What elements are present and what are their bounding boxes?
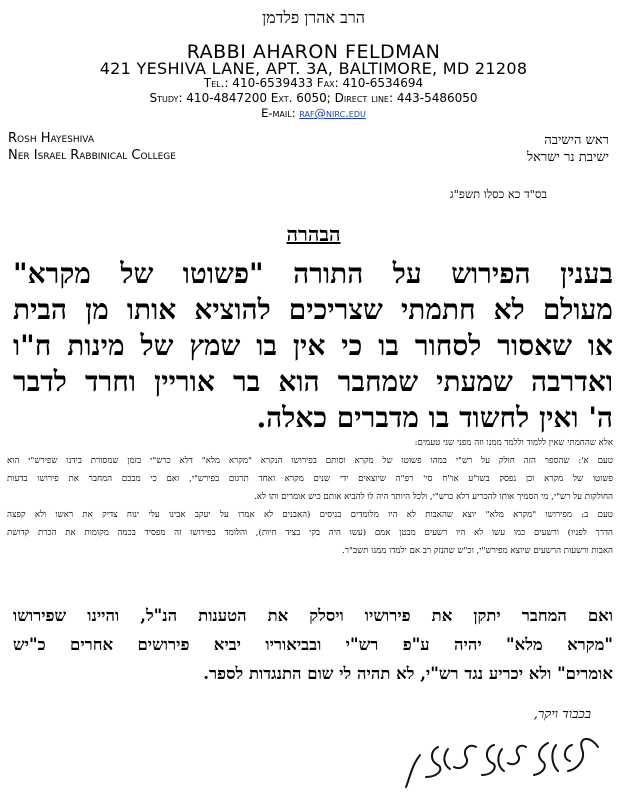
- letterhead-email: [0, 106, 627, 120]
- reason-line: פשוטו של מקרא וכן נפסק בשו"ע או"ח סי' רפ"ה שיוצאים ידי שנים מקרא ואחד תרגום בפירש"י, ואם כי מבכם המחבר את פירושו בדעות: [7, 474, 613, 484]
- email-link[interactable]: raf@nirc.edu: [299, 106, 366, 120]
- reason-line: טעם ב: מפירושו "מקרא מלא" יוצא שהאבות לא היו מלומדים בניסים (האבנים לא אמרו על יעקב אבינו עלי ינוח צדיק את ראשו ולא קפצה: [7, 510, 613, 520]
- reason-line: החולקות על רש"י, מי הסמיך אותו להכריע דלא כרש"י, ולכל היותר היה לו להביא אותם כיש אומרים ותו לא.: [254, 492, 613, 502]
- title-rosh-hayeshiva-hebrew: ראש הישיבה: [544, 133, 609, 148]
- closing-paragraph: [13, 601, 613, 688]
- reasons-paragraph: [7, 434, 613, 560]
- letterhead-study-phone: Study: 410-4847200 Ext. 6050; Direct line: 443-5486050: [149, 91, 478, 105]
- main-line: ואדרבה שמעתי שמחבר הוא בר אוריין וחרד לדבר: [13, 365, 613, 398]
- title-ner-israel: Ner Israel Rabbinical College: [8, 148, 176, 163]
- main-line: בענין הפירוש על התורה "פשוטו של מקרא": [13, 257, 613, 290]
- letterhead-english-name: RABBI AHARON FELDMAN: [186, 41, 441, 63]
- closing-line: ואם המחבר יתקן את פירושיו ויסלק את הטענות הנ"ל, והיינו שפירושו: [13, 606, 613, 625]
- reason-line: האבות ורשעות הרשעים שיוצא מפירש"י, וכ"ש שהנזק רב אם ילמדו ממנו תשב"ר.: [342, 546, 613, 556]
- reason-line: אלא שהחמתי שאין ללמוד וללמד ממנו וזה מפני שני טעמים:: [414, 438, 613, 448]
- letterhead-address: 421 YESHIVA LANE, APT. 3A, BALTIMORE, MD 21208: [99, 59, 528, 78]
- main-line: מעולם לא חתמתי שצריכים להוציא אותו מן הבית: [13, 293, 613, 326]
- reason-line: הדרך לפניו) ורשעים כמו עשו לא היו רשעים מבטן אמם (עשו היה בקי בציד חיות), והלומד בפירושו זה מפסיד בכמה מקומות את הכרת קדושת: [7, 528, 613, 538]
- letterhead-phone: Tel.: 410-6539433 Fax: 410-6534694: [203, 76, 424, 90]
- letter-date: בס"ד כא כסלו תשפ"ג: [449, 187, 547, 201]
- title-ner-israel-hebrew: ישיבת נר ישראל: [527, 150, 609, 165]
- main-line: ה' ואין לחשוד בו מדברים כאלה.: [256, 401, 613, 434]
- letter-heading: הבהרה: [286, 222, 341, 246]
- reason-line: טעם א': שהספר הזה חולק על רש"י במהו פשוטו של מקרא וסותם בפירושו הנקרא "מקרא מלא" דלא כרש"י בזמן שמסורת בידנו שפירש"י הוא: [7, 456, 613, 466]
- closing-greeting: בכבוד ויקר,: [533, 707, 591, 722]
- title-rosh-hayeshiva: Rosh Hayeshiva: [8, 131, 95, 146]
- closing-line: אומרים" ולא יכריע נגד רש"י, לא תהיה לי שום התנגדות לספר.: [203, 664, 613, 683]
- email-label: E-mail:: [261, 106, 300, 120]
- letterhead-hebrew-name: הרב אהרן פלדמן: [262, 8, 365, 27]
- main-line: או שאסור לסחור בו כי אין בו שמץ של מינות ח"ו: [13, 329, 613, 362]
- closing-line: "מקרא מלא" יהיה ע"פ רש"י ובביאוריו יביא פירושים אחרים כ"יש: [13, 635, 613, 654]
- handwritten-signature: [402, 725, 607, 793]
